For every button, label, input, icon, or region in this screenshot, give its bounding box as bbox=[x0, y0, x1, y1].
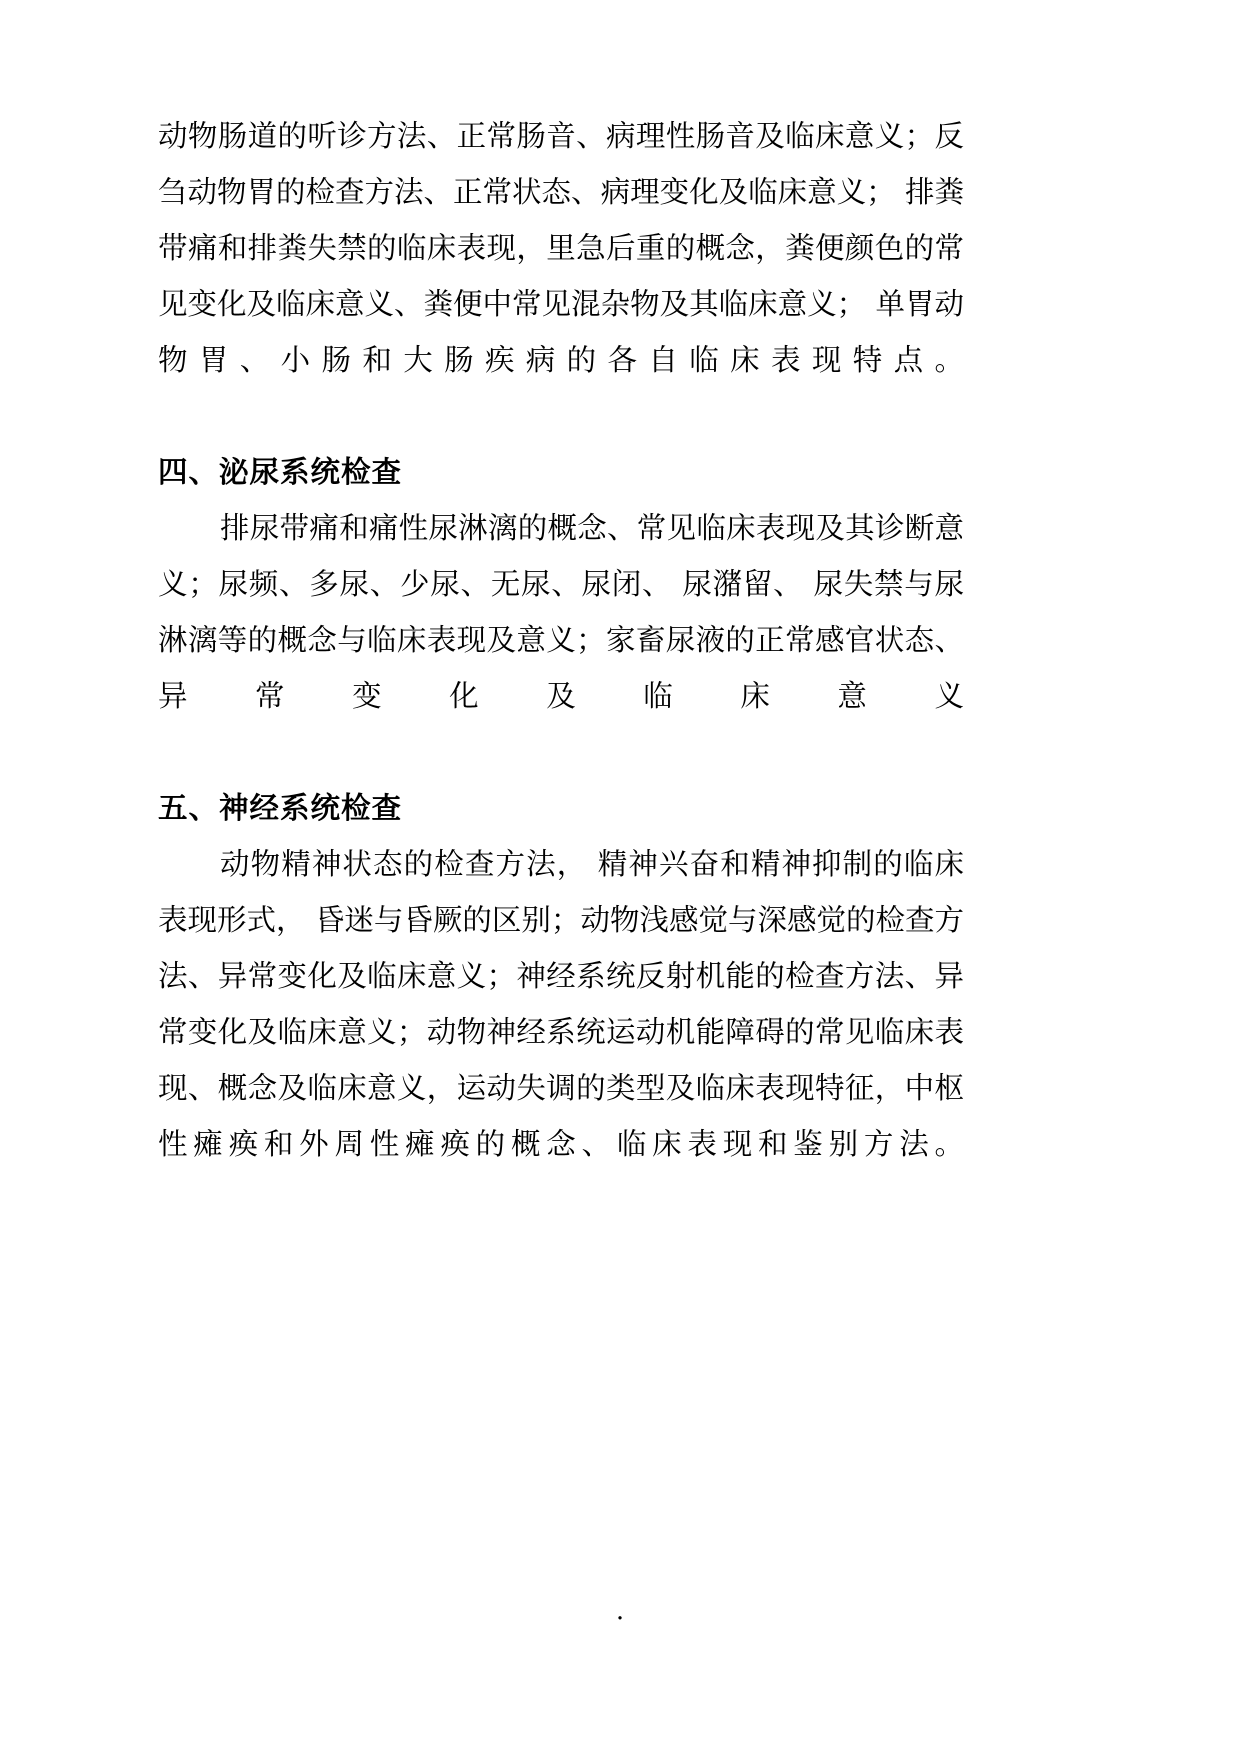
page-footer-mark: . bbox=[615, 1596, 625, 1626]
paragraph-digestive-continued: 动物肠道的听诊方法、正常肠音、病理性肠音及临床意义；反刍动物胃的检查方法、正常状态、病理变化及临床意义； 排粪带痛和排粪失禁的临床表现，里急后重的概念，粪便颜色的常见变化及临床意义、粪便中常见混杂物及其临床意义； 单胃动物胃、小肠和大肠疾病的各自临床表现特点。 bbox=[158, 119, 964, 377]
document-text-column bbox=[158, 108, 964, 1228]
paragraph-nervous-system: 动物精神状态的检查方法， 精神兴奋和精神抑制的临床表现形式， 昏迷与昏厥的区别；动物浅感觉与深感觉的检查方法、异常变化及临床意义；神经系统反射机能的检查方法、异常变化及临床意义；动物神经系统运动机能障碍的常见临床表现、概念及临床意义，运动失调的类型及临床表现特征，中枢性瘫痪和外周性瘫痪的概念、临床表现和鉴别方法。 bbox=[158, 847, 964, 1161]
heading-urinary-system: 四、泌尿系统检查 bbox=[158, 454, 403, 489]
paragraph-urinary-system: 排尿带痛和痛性尿淋漓的概念、常见临床表现及其诊断意义；尿频、多尿、少尿、无尿、尿闭、 尿潴留、 尿失禁与尿淋漓等的概念与临床表现及意义；家畜尿液的正常感官状态、异常变化及临床意义 bbox=[158, 511, 964, 713]
heading-nervous-system: 五、神经系统检查 bbox=[158, 790, 403, 825]
